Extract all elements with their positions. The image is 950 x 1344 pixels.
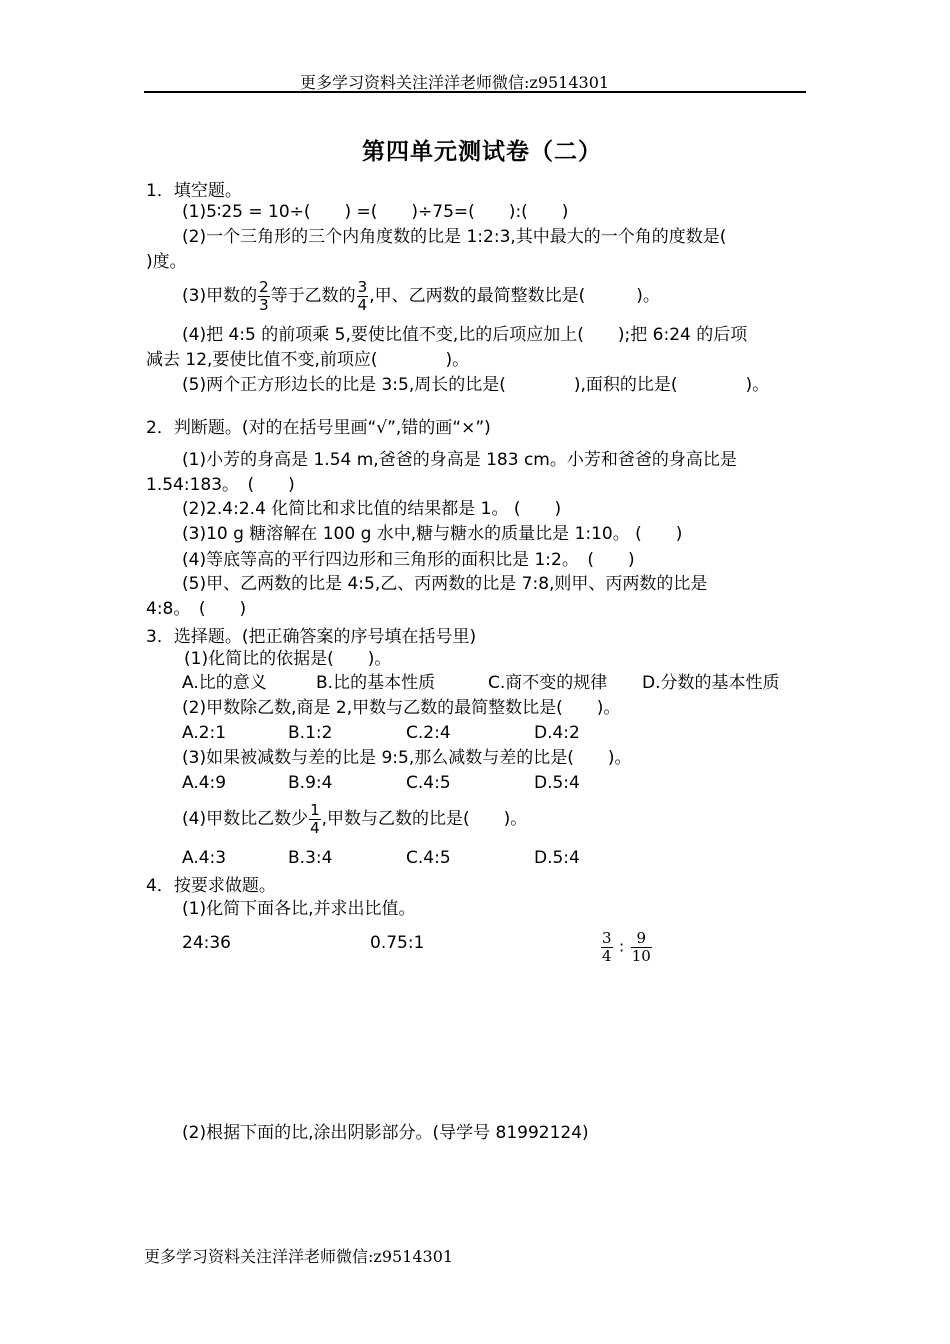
s3-q2-option-a: A.2:1 — [182, 723, 227, 743]
s3-q3: (3)如果被减数与差的比是 9:5,那么减数与差的比是( )。 — [182, 748, 632, 768]
page-title: 第四单元测试卷（二） — [362, 138, 602, 165]
s3-q3-option-c: C.4:5 — [406, 773, 451, 793]
s4-ratio3-colon: ∶ — [619, 937, 624, 957]
s3-q2-option-b: B.1:2 — [288, 723, 333, 743]
s3-q1-option-c: C.商不变的规律 — [488, 673, 608, 693]
s3-q4-suffix: ,甲数与乙数的比是( )。 — [321, 809, 528, 829]
s2-q1-line2: 1.54:183。 ( ) — [146, 475, 295, 495]
s1-q3-mid: 等于乙数的 — [270, 286, 356, 306]
s3-q3-option-a: A.4:9 — [182, 773, 227, 793]
s3-q4-option-c: C.4:5 — [406, 848, 451, 868]
s3-q2: (2)甲数除乙数,商是 2,甲数与乙数的最简整数比是( )。 — [182, 698, 621, 718]
s3-q1-option-d: D.分数的基本性质 — [642, 673, 780, 693]
footer-text: 更多学习资料关注洋洋老师微信:z9514301 — [144, 1247, 454, 1266]
s1-q3-frac2-den: 4 — [357, 295, 368, 314]
s3-q2-option-d: D.4:2 — [534, 723, 580, 743]
s3-q1-option-a: A.比的意义 — [182, 673, 267, 693]
section3-heading: 3．选择题。(把正确答案的序号填在括号里) — [146, 627, 477, 647]
s4-ratio3-frac1 — [601, 930, 613, 965]
s3-q1: (1)化简比的依据是( )。 — [184, 649, 392, 669]
s2-q5-line2: 4:8。 ( ) — [146, 599, 247, 619]
s4-q1: (1)化简下面各比,并求出比值。 — [182, 899, 416, 919]
s4-ratio-1: 24:36 — [182, 933, 231, 953]
header-divider — [144, 91, 806, 93]
s2-q3: (3)10 g 糖溶解在 100 g 水中,糖与糖水的质量比是 1:10。 ( ) — [182, 524, 683, 544]
s4-ratio3-num1: 3 — [602, 928, 612, 947]
s3-q3-option-b: B.9:4 — [288, 773, 333, 793]
section2-heading: 2．判断题。(对的在括号里画“√”,错的画“×”) — [146, 418, 491, 438]
s1-q4-line1: (4)把 4:5 的前项乘 5,要使比值不变,比的后项应加上( );把 6:24 的后项 — [182, 325, 748, 345]
s1-q3 — [182, 276, 660, 316]
s1-q3-frac1-num: 2 — [259, 277, 269, 296]
s3-q4-option-a: A.4:3 — [182, 848, 227, 868]
s3-q4-frac — [309, 802, 321, 837]
s1-q3-suffix: ,甲、乙两数的最简整数比是( )。 — [369, 286, 660, 306]
s1-q5: (5)两个正方形边长的比是 3:5,周长的比是( ),面积的比是( )。 — [182, 375, 770, 395]
s1-q2-line2: )度。 — [146, 252, 187, 272]
s4-ratio3-frac2 — [631, 930, 652, 965]
section4-heading: 4．按要求做题。 — [146, 876, 276, 896]
s3-q3-option-d: D.5:4 — [534, 773, 580, 793]
s3-q4 — [182, 799, 527, 839]
s4-ratio-3 — [600, 925, 653, 969]
s4-ratio3-den2: 10 — [631, 946, 651, 965]
s4-q2: (2)根据下面的比,涂出阴影部分。(导学号 81992124) — [182, 1123, 589, 1143]
s1-q3-frac2-num: 3 — [357, 277, 368, 296]
s3-q4-option-d: D.5:4 — [534, 848, 580, 868]
s4-ratio3-num2: 9 — [631, 930, 652, 948]
s3-q4-frac-den: 4 — [310, 818, 320, 837]
s3-q4-prefix: (4)甲数比乙数少 — [182, 809, 309, 829]
header-text: 更多学习资料关注洋洋老师微信:z9514301 — [300, 73, 610, 92]
s3-q4-frac-num: 1 — [310, 800, 320, 819]
s2-q1-line1: (1)小芳的身高是 1.54 m,爸爸的身高是 183 cm。小芳和爸爸的身高比是 — [182, 450, 737, 470]
s1-q2-line1: (2)一个三角形的三个内角度数的比是 1:2:3,其中最大的一个角的度数是( — [182, 227, 727, 247]
s1-q3-frac1 — [258, 279, 270, 314]
s4-ratio3-den1: 4 — [602, 946, 612, 965]
s2-q2: (2)2.4:2.4 化简比和求比值的结果都是 1。 ( ) — [182, 499, 562, 519]
s3-q2-option-c: C.2:4 — [406, 723, 451, 743]
s1-q3-prefix: (3)甲数的 — [182, 286, 258, 306]
s2-q5-line1: (5)甲、乙两数的比是 4:5,乙、丙两数的比是 7:8,则甲、丙两数的比是 — [182, 574, 708, 594]
s1-q4-line2: 减去 12,要使比值不变,前项应( )。 — [146, 350, 470, 370]
s3-q1-option-b: B.比的基本性质 — [316, 673, 436, 693]
section1-heading: 1．填空题。 — [146, 181, 242, 201]
s4-ratio-2: 0.75:1 — [370, 933, 425, 953]
s2-q4: (4)等底等高的平行四边形和三角形的面积比是 1:2。 ( ) — [182, 550, 635, 570]
s1-q3-frac1-den: 3 — [259, 295, 269, 314]
s1-q1: (1)5∶25 = 10÷( ) =( )÷75=( ):( ) — [182, 202, 569, 222]
s3-q4-option-b: B.3:4 — [288, 848, 333, 868]
s1-q3-frac2 — [357, 279, 369, 314]
